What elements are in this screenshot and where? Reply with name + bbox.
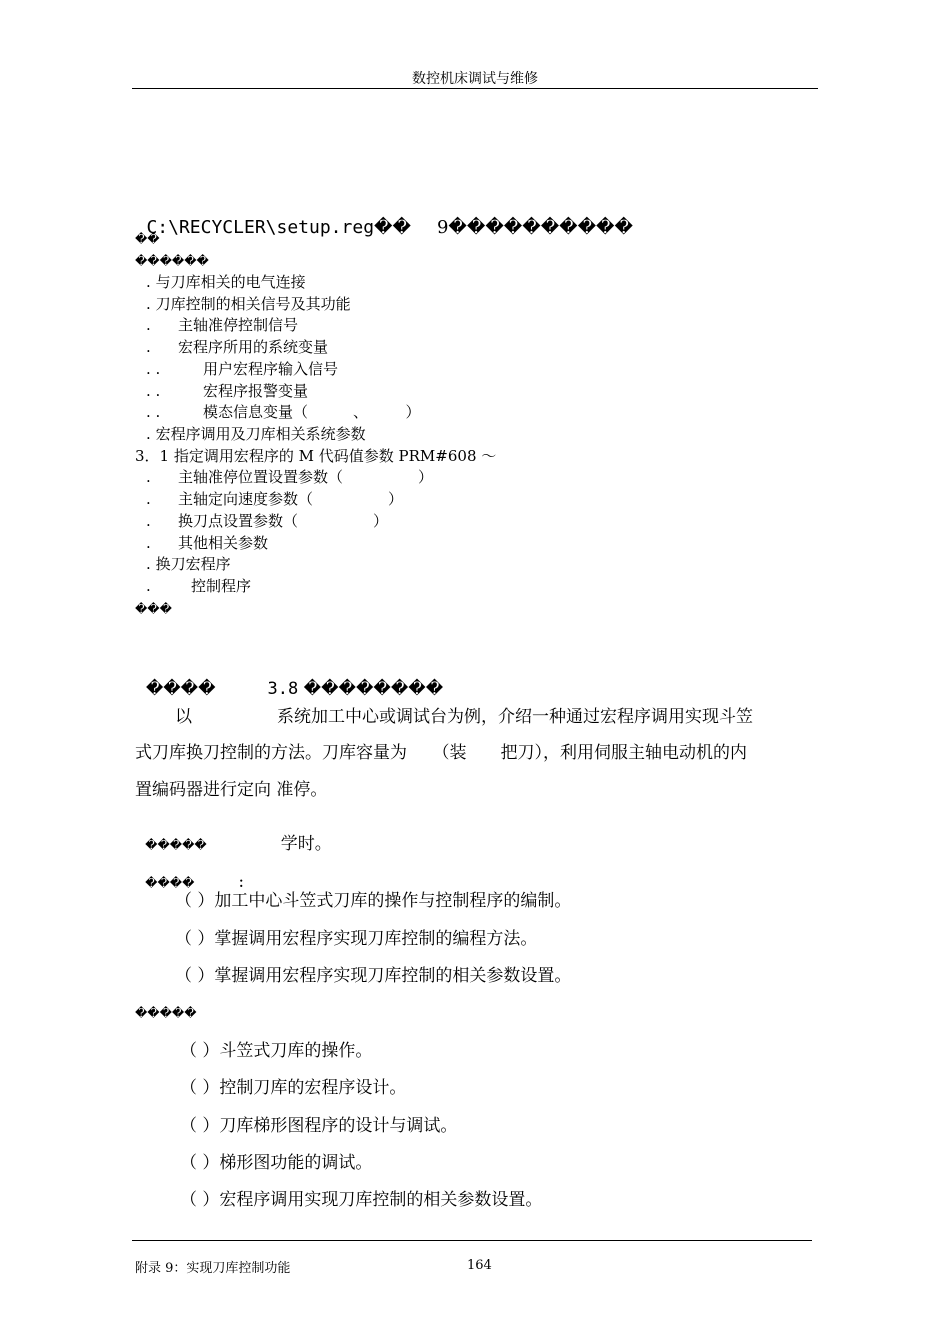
goal-item: （ ）加工中心斗笠式刀库的操作与控制程序的编制。 xyxy=(175,891,572,911)
toc-item: . . 宏程序报警变量 xyxy=(146,382,309,400)
goal-item: （ ）掌握调用宏程序实现刀库控制的编程方法。 xyxy=(175,929,538,949)
toc-item: . 控制程序 xyxy=(146,577,252,595)
garbled-line: ��� xyxy=(135,602,172,616)
intro-line: 置编码器进行定向 准停。 xyxy=(135,780,328,800)
toc-item: . 宏程序所用的系统变量 xyxy=(146,338,329,356)
toc-item: . 主轴准停控制信号 xyxy=(146,316,299,334)
content-item: （ ）控制刀库的宏程序设计。 xyxy=(180,1078,407,1098)
page-header-title: 数控机床调试与维修 xyxy=(412,71,538,87)
goal-item: （ ）掌握调用宏程序实现刀库控制的相关参数设置。 xyxy=(175,966,572,986)
toc-item: . 刀库控制的相关信号及其功能 xyxy=(146,295,351,313)
page-number: 164 xyxy=(467,1258,492,1273)
toc-item: . . 模态信息变量（ 、 ） xyxy=(146,403,421,421)
toc-item: . 换刀点设置参数（ ） xyxy=(146,512,389,530)
document-path-line xyxy=(135,201,633,237)
content-item: （ ）斗笠式刀库的操作。 xyxy=(180,1041,373,1061)
content-item: （ ）梯形图功能的调试。 xyxy=(180,1153,373,1173)
toc-item: . 换刀宏程序 xyxy=(146,555,231,573)
content-item: （ ）刀库梯形图程序的设计与调试。 xyxy=(180,1116,458,1136)
toc-item: . . 用户宏程序输入信号 xyxy=(146,360,339,378)
footer-rule xyxy=(132,1240,812,1241)
section-heading: ���� 3.8 �������� xyxy=(145,679,444,699)
garbled-text: �� xyxy=(374,217,411,238)
content-item: （ ）宏程序调用实现刀库控制的相关参数设置。 xyxy=(180,1190,543,1210)
content-label: ����� xyxy=(135,1006,197,1020)
header-rule xyxy=(132,88,818,89)
hours-line: ����� 学时。 xyxy=(145,834,332,854)
garbled-line: �� xyxy=(135,232,160,246)
garbled-text: 9���������� xyxy=(436,217,633,238)
document-path: C:\RECYCLER\setup.reg xyxy=(146,217,375,238)
footer-chapter: 附录 9：实现刀库控制功能 xyxy=(135,1261,291,1276)
toc-item: . 主轴定向速度参数（ ） xyxy=(146,490,404,508)
goals-label: ���� : xyxy=(145,872,245,892)
toc-item: 3．1 指定调用宏程序的 M 代码值参数 PRM#608 ～ xyxy=(135,447,497,465)
toc-item: . 与刀库相关的电气连接 xyxy=(146,273,306,291)
toc-item: . 其他相关参数 xyxy=(146,534,269,552)
toc-item: . 宏程序调用及刀库相关系统参数 xyxy=(146,425,366,443)
intro-line: 以 系统加工中心或调试台为例，介绍一种通过宏程序调用实现斗笠 xyxy=(175,707,753,727)
garbled-line: ������ xyxy=(135,254,209,268)
intro-line: 式刀库换刀控制的方法。刀库容量为 （装 把刀），利用伺服主轴电动机的内 xyxy=(135,743,747,763)
toc-item: . 主轴准停位置设置参数（ ） xyxy=(146,468,434,486)
